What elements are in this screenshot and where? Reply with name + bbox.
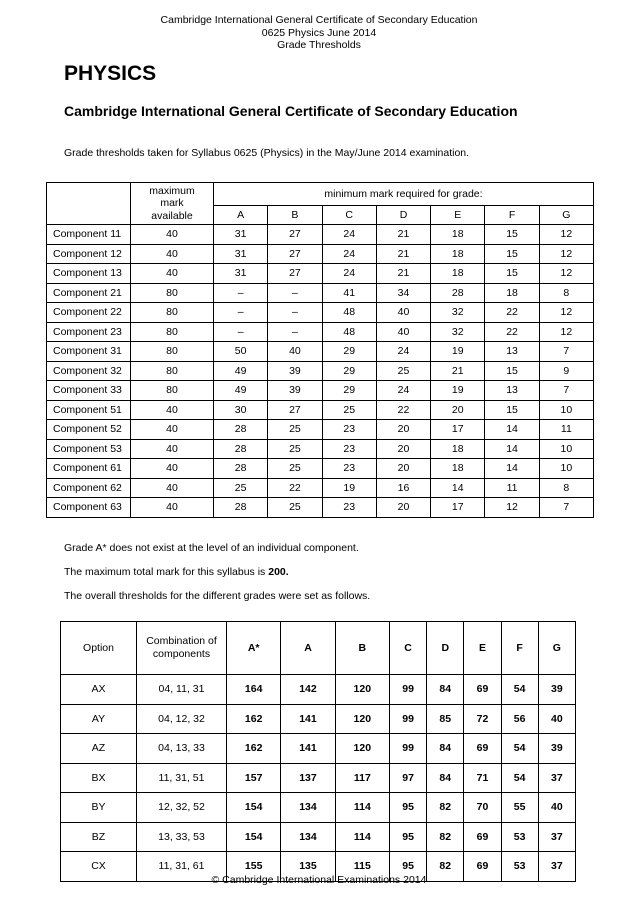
note-max-value: 200. — [268, 566, 289, 578]
threshold-cell: 95 — [389, 822, 426, 852]
table-cell: 18 — [485, 283, 539, 303]
threshold-cell: 84 — [427, 675, 464, 705]
table-cell: 13 — [485, 381, 539, 401]
table-cell: 28 — [214, 439, 268, 459]
component-name-cell: Component 22 — [47, 303, 131, 323]
min-mark-header: minimum mark required for grade: — [214, 183, 594, 206]
threshold-cell: 120 — [335, 704, 389, 734]
threshold-cell: 37 — [538, 822, 575, 852]
table-cell: 23 — [322, 498, 376, 518]
option-header: Option — [61, 622, 137, 675]
component-name-cell: Component 21 — [47, 283, 131, 303]
combination-cell: 13, 33, 53 — [137, 822, 227, 852]
table-cell: 21 — [431, 361, 485, 381]
table-cell: 14 — [485, 420, 539, 440]
table-cell: 40 — [131, 498, 214, 518]
combination-cell: 12, 32, 52 — [137, 793, 227, 823]
table-cell: 14 — [485, 439, 539, 459]
threshold-cell: 39 — [538, 734, 575, 764]
grade-header-cell: B — [268, 206, 322, 225]
table-cell: 15 — [485, 400, 539, 420]
option-cell: BX — [61, 763, 137, 793]
option-cell: AY — [61, 704, 137, 734]
page-subtitle: Cambridge International General Certificate of Secondary Education — [64, 103, 518, 119]
table-cell: 25 — [268, 420, 322, 440]
option-cell: AZ — [61, 734, 137, 764]
table-row — [47, 342, 594, 362]
table-cell: 50 — [214, 342, 268, 362]
table-cell: 40 — [376, 322, 430, 342]
note-astar: Grade A* does not exist at the level of an individual component. — [64, 542, 359, 554]
table-cell: 23 — [322, 459, 376, 479]
table-row — [47, 244, 594, 264]
grade-header-cell: F — [501, 622, 538, 675]
table-cell: 28 — [214, 498, 268, 518]
threshold-cell: 115 — [335, 852, 389, 882]
combination-cell: 04, 13, 33 — [137, 734, 227, 764]
table-cell: 11 — [485, 478, 539, 498]
component-name-cell: Component 53 — [47, 439, 131, 459]
threshold-cell: 82 — [427, 822, 464, 852]
table-cell: 15 — [485, 244, 539, 264]
table-cell: 8 — [539, 283, 593, 303]
threshold-cell: 39 — [538, 675, 575, 705]
table-cell: 14 — [431, 478, 485, 498]
note-overall: The overall thresholds for the different grades were set as follows. — [64, 590, 371, 602]
table-cell: 20 — [376, 439, 430, 459]
table-cell: 21 — [376, 244, 430, 264]
table-cell: 12 — [539, 225, 593, 245]
table-cell: 25 — [268, 439, 322, 459]
table-cell: 10 — [539, 439, 593, 459]
table-cell: 24 — [376, 381, 430, 401]
threshold-cell: 71 — [464, 763, 501, 793]
threshold-cell: 53 — [501, 822, 538, 852]
component-name-cell: Component 12 — [47, 244, 131, 264]
threshold-cell: 162 — [227, 734, 281, 764]
table-row — [47, 264, 594, 284]
page-title: PHYSICS — [64, 62, 157, 85]
component-name-cell: Component 63 — [47, 498, 131, 518]
table-cell: 80 — [131, 361, 214, 381]
table-cell: 41 — [322, 283, 376, 303]
table-row — [47, 381, 594, 401]
table-row — [47, 303, 594, 323]
table-cell: 48 — [322, 303, 376, 323]
table-row — [47, 439, 594, 459]
table-cell: 18 — [431, 225, 485, 245]
table-cell: 27 — [268, 244, 322, 264]
page-footer: © Cambridge International Examinations 2014 — [211, 874, 427, 886]
empty-header-cell — [47, 183, 131, 225]
table-cell: 7 — [539, 342, 593, 362]
table-cell: 48 — [322, 322, 376, 342]
option-cell: BZ — [61, 822, 137, 852]
table-cell: 21 — [376, 264, 430, 284]
table-cell: 18 — [431, 459, 485, 479]
combination-cell: 04, 12, 32 — [137, 704, 227, 734]
component-name-cell: Component 51 — [47, 400, 131, 420]
table-cell: 20 — [376, 420, 430, 440]
note-max-prefix: The maximum total mark for this syllabus is — [64, 566, 269, 578]
table-cell: 25 — [322, 400, 376, 420]
table-cell: 25 — [376, 361, 430, 381]
grade-header-cell: E — [464, 622, 501, 675]
table-row — [47, 283, 594, 303]
header-line-2: 0625 Physics June 2014 — [261, 26, 377, 39]
table-cell: 39 — [268, 381, 322, 401]
table-cell: 18 — [431, 439, 485, 459]
table-cell: 29 — [322, 361, 376, 381]
threshold-cell: 84 — [427, 763, 464, 793]
header-line-1: Cambridge International General Certificate of Secondary Education — [160, 14, 478, 26]
table-cell: 80 — [131, 342, 214, 362]
threshold-cell: 37 — [538, 763, 575, 793]
threshold-cell: 82 — [427, 852, 464, 882]
table-cell: 40 — [131, 244, 214, 264]
threshold-cell: 99 — [389, 704, 426, 734]
table-row — [61, 793, 576, 823]
table-cell: 25 — [268, 459, 322, 479]
table-row — [47, 322, 594, 342]
threshold-cell: 135 — [281, 852, 335, 882]
table-cell: 24 — [322, 244, 376, 264]
component-name-cell: Component 33 — [47, 381, 131, 401]
component-name-cell: Component 11 — [47, 225, 131, 245]
table-cell: 22 — [485, 322, 539, 342]
threshold-cell: 69 — [464, 734, 501, 764]
threshold-cell: 95 — [389, 852, 426, 882]
table-cell: 25 — [268, 498, 322, 518]
table-cell: 31 — [214, 244, 268, 264]
component-name-cell: Component 32 — [47, 361, 131, 381]
table-cell: 25 — [214, 478, 268, 498]
table-cell: 40 — [131, 264, 214, 284]
threshold-cell: 69 — [464, 852, 501, 882]
threshold-cell: 114 — [335, 822, 389, 852]
grade-header-cell: D — [376, 206, 430, 225]
grade-header-cell: E — [431, 206, 485, 225]
table-cell: 80 — [131, 303, 214, 323]
threshold-cell: 134 — [281, 793, 335, 823]
grade-header-cell: D — [427, 622, 464, 675]
table-cell: 32 — [431, 303, 485, 323]
threshold-cell: 141 — [281, 704, 335, 734]
table-cell: 27 — [268, 400, 322, 420]
table-row — [47, 459, 594, 479]
option-thresholds-table — [60, 621, 576, 882]
note-max-total — [64, 566, 289, 578]
table-cell: 10 — [539, 459, 593, 479]
grade-header-cell: C — [322, 206, 376, 225]
threshold-cell: 97 — [389, 763, 426, 793]
grade-header-cell: A — [214, 206, 268, 225]
threshold-cell: 95 — [389, 793, 426, 823]
table-cell: 10 — [539, 400, 593, 420]
table-cell: 14 — [485, 459, 539, 479]
threshold-cell: 40 — [538, 793, 575, 823]
threshold-cell: 120 — [335, 675, 389, 705]
combination-cell: 11, 31, 51 — [137, 763, 227, 793]
threshold-cell: 84 — [427, 734, 464, 764]
table-cell: 49 — [214, 381, 268, 401]
table-cell: 11 — [539, 420, 593, 440]
table-cell: 29 — [322, 342, 376, 362]
option-cell: BY — [61, 793, 137, 823]
grade-header-cell: A — [281, 622, 335, 675]
threshold-cell: 99 — [389, 675, 426, 705]
table-cell: 23 — [322, 439, 376, 459]
threshold-cell: 54 — [501, 763, 538, 793]
threshold-cell: 56 — [501, 704, 538, 734]
table-cell: 32 — [431, 322, 485, 342]
table-cell: 21 — [376, 225, 430, 245]
table-cell: 18 — [431, 264, 485, 284]
table-row — [61, 675, 576, 705]
threshold-cell: 154 — [227, 793, 281, 823]
table-cell: 40 — [131, 400, 214, 420]
table-cell: 22 — [268, 478, 322, 498]
table-cell: – — [268, 283, 322, 303]
table-cell: 40 — [131, 225, 214, 245]
threshold-cell: 54 — [501, 734, 538, 764]
table-cell: 40 — [376, 303, 430, 323]
table-row — [47, 400, 594, 420]
table-cell: 19 — [322, 478, 376, 498]
grade-header-cell: B — [335, 622, 389, 675]
grade-header-cell: G — [538, 622, 575, 675]
table-cell: – — [214, 303, 268, 323]
option-cell: CX — [61, 852, 137, 882]
table-row — [61, 763, 576, 793]
table-cell: 24 — [376, 342, 430, 362]
header-line-3: Grade Thresholds — [277, 39, 361, 51]
table-cell: 20 — [376, 459, 430, 479]
table-row — [47, 478, 594, 498]
table-cell: 15 — [485, 264, 539, 284]
threshold-cell: 120 — [335, 734, 389, 764]
table-row — [47, 361, 594, 381]
table-row — [61, 734, 576, 764]
table-cell: 80 — [131, 381, 214, 401]
combination-header: Combination of components — [137, 622, 227, 675]
table-cell: 31 — [214, 225, 268, 245]
threshold-cell: 70 — [464, 793, 501, 823]
table-cell: 31 — [214, 264, 268, 284]
threshold-cell: 134 — [281, 822, 335, 852]
intro-text: Grade thresholds taken for Syllabus 0625 (Physics) in the May/June 2014 examination. — [64, 147, 470, 159]
table-cell: 20 — [431, 400, 485, 420]
table-cell: 19 — [431, 381, 485, 401]
component-name-cell: Component 61 — [47, 459, 131, 479]
table-cell: 18 — [431, 244, 485, 264]
threshold-cell: 82 — [427, 793, 464, 823]
table-row — [47, 225, 594, 245]
table-cell: 15 — [485, 225, 539, 245]
threshold-cell: 117 — [335, 763, 389, 793]
threshold-cell: 114 — [335, 793, 389, 823]
table-cell: 40 — [131, 420, 214, 440]
table-row — [47, 498, 594, 518]
table-cell: 12 — [539, 244, 593, 264]
threshold-cell: 142 — [281, 675, 335, 705]
table-cell: 8 — [539, 478, 593, 498]
grade-header-cell: A* — [227, 622, 281, 675]
table-cell: 13 — [485, 342, 539, 362]
component-name-cell: Component 23 — [47, 322, 131, 342]
table-cell: 40 — [131, 439, 214, 459]
table-cell: 28 — [431, 283, 485, 303]
table-cell: 22 — [376, 400, 430, 420]
combination-cell: 11, 31, 61 — [137, 852, 227, 882]
table-cell: 17 — [431, 498, 485, 518]
table-cell: 12 — [539, 322, 593, 342]
table-row — [61, 704, 576, 734]
table-cell: 40 — [131, 478, 214, 498]
max-mark-header: maximum mark available — [131, 183, 214, 225]
threshold-cell: 164 — [227, 675, 281, 705]
threshold-cell: 55 — [501, 793, 538, 823]
table-cell: 20 — [376, 498, 430, 518]
table-row — [61, 822, 576, 852]
table-cell: – — [214, 283, 268, 303]
table-cell: 29 — [322, 381, 376, 401]
table-cell: 27 — [268, 264, 322, 284]
table-cell: 12 — [539, 303, 593, 323]
option-cell: AX — [61, 675, 137, 705]
threshold-cell: 53 — [501, 852, 538, 882]
table-cell: 30 — [214, 400, 268, 420]
threshold-cell: 154 — [227, 822, 281, 852]
component-thresholds-table — [46, 182, 594, 518]
table-cell: 34 — [376, 283, 430, 303]
table-cell: 24 — [322, 264, 376, 284]
table-cell: 28 — [214, 459, 268, 479]
table-cell: 12 — [485, 498, 539, 518]
grade-header-cell: F — [485, 206, 539, 225]
component-name-cell: Component 52 — [47, 420, 131, 440]
threshold-cell: 157 — [227, 763, 281, 793]
threshold-cell: 141 — [281, 734, 335, 764]
table-row — [47, 420, 594, 440]
table-cell: 28 — [214, 420, 268, 440]
table-cell: – — [268, 322, 322, 342]
threshold-cell: 155 — [227, 852, 281, 882]
table-cell: 49 — [214, 361, 268, 381]
threshold-cell: 40 — [538, 704, 575, 734]
table-cell: – — [214, 322, 268, 342]
table-cell: 17 — [431, 420, 485, 440]
table-cell: 39 — [268, 361, 322, 381]
table-cell: 40 — [131, 459, 214, 479]
table-cell: 16 — [376, 478, 430, 498]
combination-cell: 04, 11, 31 — [137, 675, 227, 705]
component-name-cell: Component 62 — [47, 478, 131, 498]
threshold-cell: 72 — [464, 704, 501, 734]
threshold-cell: 99 — [389, 734, 426, 764]
table-cell: – — [268, 303, 322, 323]
table-cell: 15 — [485, 361, 539, 381]
table-cell: 24 — [322, 225, 376, 245]
threshold-cell: 69 — [464, 675, 501, 705]
table-cell: 22 — [485, 303, 539, 323]
table-cell: 12 — [539, 264, 593, 284]
threshold-cell: 85 — [427, 704, 464, 734]
table-cell: 7 — [539, 498, 593, 518]
threshold-cell: 37 — [538, 852, 575, 882]
table-cell: 27 — [268, 225, 322, 245]
component-name-cell: Component 13 — [47, 264, 131, 284]
threshold-cell: 69 — [464, 822, 501, 852]
threshold-cell: 162 — [227, 704, 281, 734]
grade-header-cell: C — [389, 622, 426, 675]
grade-header-cell: G — [539, 206, 593, 225]
threshold-cell: 54 — [501, 675, 538, 705]
component-name-cell: Component 31 — [47, 342, 131, 362]
table-cell: 19 — [431, 342, 485, 362]
table-cell: 7 — [539, 381, 593, 401]
page-header — [0, 14, 638, 52]
table-cell: 9 — [539, 361, 593, 381]
table-cell: 40 — [268, 342, 322, 362]
threshold-cell: 137 — [281, 763, 335, 793]
table-cell: 80 — [131, 283, 214, 303]
table-cell: 80 — [131, 322, 214, 342]
table-cell: 23 — [322, 420, 376, 440]
